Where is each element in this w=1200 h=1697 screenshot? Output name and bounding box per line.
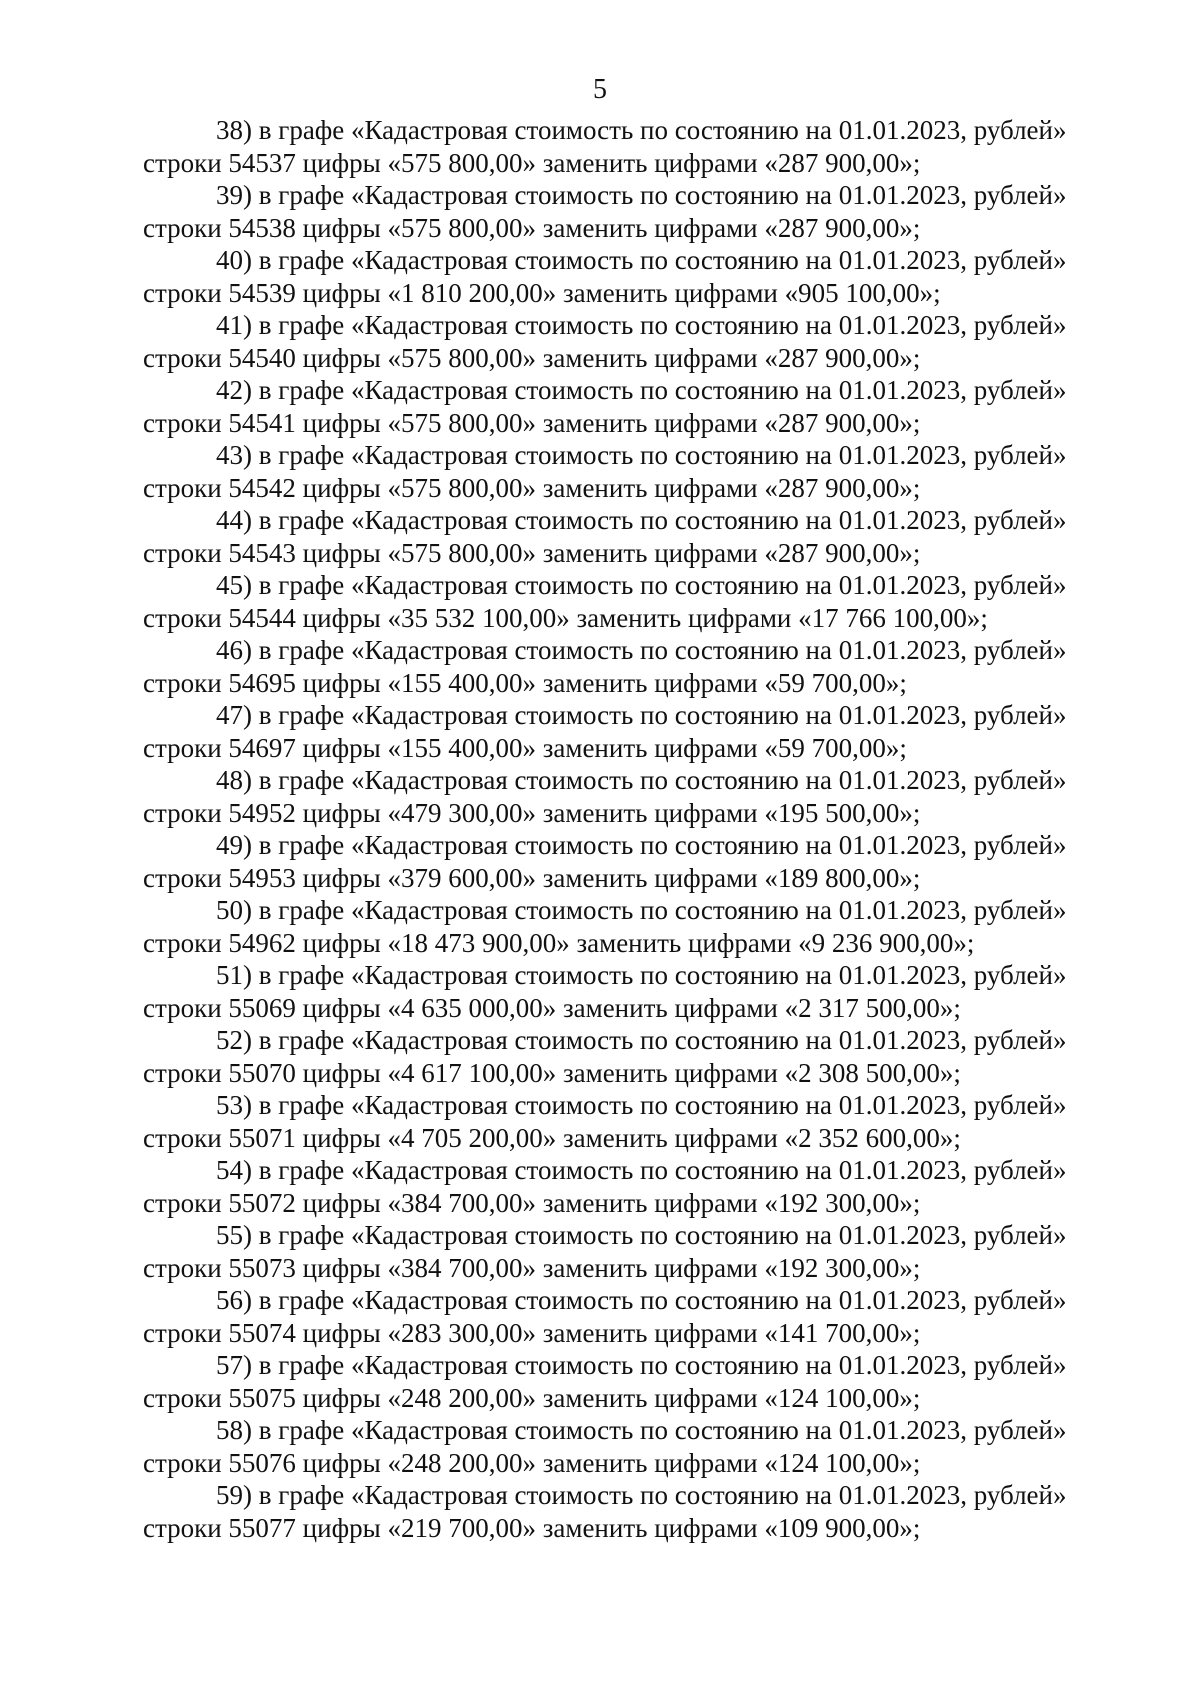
amendment-line-1: 39) в графе «Кадастровая стоимость по состоянию на 01.01.2023, рублей»: [216, 180, 1067, 210]
amendment-line-2: строки 55073 цифры «384 700,00» заменить цифрами «192 300,00»;: [143, 1252, 921, 1283]
amendment-line-2: строки 55071 цифры «4 705 200,00» заменить цифрами «2 352 600,00»;: [143, 1122, 961, 1153]
amendment-line-1: 47) в графе «Кадастровая стоимость по состоянию на 01.01.2023, рублей»: [216, 700, 1067, 730]
page-number: 5: [593, 74, 607, 105]
amendment-line-2: строки 54697 цифры «155 400,00» заменить цифрами «59 700,00»;: [143, 732, 907, 763]
amendment-item: [143, 894, 1123, 959]
amendment-line-1: 58) в графе «Кадастровая стоимость по состоянию на 01.01.2023, рублей»: [216, 1415, 1067, 1445]
amendment-line-1: 53) в графе «Кадастровая стоимость по состоянию на 01.01.2023, рублей»: [216, 1090, 1067, 1120]
amendment-line-2: строки 54953 цифры «379 600,00» заменить цифрами «189 800,00»;: [143, 862, 921, 893]
amendment-list: [143, 114, 1123, 1544]
amendment-line-2: строки 54543 цифры «575 800,00» заменить цифрами «287 900,00»;: [143, 537, 921, 568]
amendment-item: [143, 1089, 1123, 1154]
amendment-item: [143, 309, 1123, 374]
amendment-item: [143, 1479, 1123, 1544]
amendment-item: [143, 504, 1123, 569]
amendment-item: [143, 244, 1123, 309]
amendment-line-1: 52) в графе «Кадастровая стоимость по состоянию на 01.01.2023, рублей»: [216, 1025, 1067, 1055]
amendment-item: [143, 1414, 1123, 1479]
amendment-line-1: 57) в графе «Кадастровая стоимость по состоянию на 01.01.2023, рублей»: [216, 1350, 1067, 1380]
amendment-item: [143, 569, 1123, 634]
amendment-line-1: 40) в графе «Кадастровая стоимость по состоянию на 01.01.2023, рублей»: [216, 245, 1067, 275]
amendment-line-1: 45) в графе «Кадастровая стоимость по состоянию на 01.01.2023, рублей»: [216, 570, 1067, 600]
amendment-line-2: строки 54541 цифры «575 800,00» заменить цифрами «287 900,00»;: [143, 407, 921, 438]
amendment-item: [143, 1284, 1123, 1349]
amendment-item: [143, 699, 1123, 764]
amendment-line-2: строки 54544 цифры «35 532 100,00» заменить цифрами «17 766 100,00»;: [143, 602, 988, 633]
amendment-item: [143, 1219, 1123, 1284]
amendment-line-2: строки 55075 цифры «248 200,00» заменить цифрами «124 100,00»;: [143, 1382, 921, 1413]
amendment-line-2: строки 54542 цифры «575 800,00» заменить цифрами «287 900,00»;: [143, 472, 921, 503]
amendment-item: [143, 1154, 1123, 1219]
amendment-line-2: строки 54538 цифры «575 800,00» заменить цифрами «287 900,00»;: [143, 212, 921, 243]
amendment-item: [143, 634, 1123, 699]
amendment-line-1: 59) в графе «Кадастровая стоимость по состоянию на 01.01.2023, рублей»: [216, 1480, 1067, 1510]
amendment-line-1: 38) в графе «Кадастровая стоимость по состоянию на 01.01.2023, рублей»: [216, 115, 1067, 145]
amendment-item: [143, 829, 1123, 894]
amendment-line-2: строки 54962 цифры «18 473 900,00» заменить цифрами «9 236 900,00»;: [143, 927, 975, 958]
amendment-line-1: 48) в графе «Кадастровая стоимость по состоянию на 01.01.2023, рублей»: [216, 765, 1067, 795]
amendment-item: [143, 114, 1123, 179]
amendment-item: [143, 1024, 1123, 1089]
amendment-line-2: строки 54539 цифры «1 810 200,00» заменить цифрами «905 100,00»;: [143, 277, 941, 308]
amendment-line-1: 43) в графе «Кадастровая стоимость по состоянию на 01.01.2023, рублей»: [216, 440, 1067, 470]
amendment-line-2: строки 55069 цифры «4 635 000,00» заменить цифрами «2 317 500,00»;: [143, 992, 961, 1023]
amendment-line-1: 55) в графе «Кадастровая стоимость по состоянию на 01.01.2023, рублей»: [216, 1220, 1067, 1250]
amendment-item: [143, 959, 1123, 1024]
amendment-line-1: 49) в графе «Кадастровая стоимость по состоянию на 01.01.2023, рублей»: [216, 830, 1067, 860]
amendment-line-1: 54) в графе «Кадастровая стоимость по состоянию на 01.01.2023, рублей»: [216, 1155, 1067, 1185]
amendment-line-2: строки 55072 цифры «384 700,00» заменить цифрами «192 300,00»;: [143, 1187, 921, 1218]
amendment-line-2: строки 55074 цифры «283 300,00» заменить цифрами «141 700,00»;: [143, 1317, 921, 1348]
amendment-item: [143, 179, 1123, 244]
amendment-item: [143, 1349, 1123, 1414]
amendment-line-1: 42) в графе «Кадастровая стоимость по состоянию на 01.01.2023, рублей»: [216, 375, 1067, 405]
amendment-line-1: 56) в графе «Кадастровая стоимость по состоянию на 01.01.2023, рублей»: [216, 1285, 1067, 1315]
amendment-line-2: строки 55076 цифры «248 200,00» заменить цифрами «124 100,00»;: [143, 1447, 921, 1478]
amendment-item: [143, 764, 1123, 829]
amendment-line-1: 41) в графе «Кадастровая стоимость по состоянию на 01.01.2023, рублей»: [216, 310, 1067, 340]
amendment-line-2: строки 54540 цифры «575 800,00» заменить цифрами «287 900,00»;: [143, 342, 921, 373]
amendment-line-2: строки 54952 цифры «479 300,00» заменить цифрами «195 500,00»;: [143, 797, 921, 828]
amendment-item: [143, 439, 1123, 504]
amendment-item: [143, 374, 1123, 439]
amendment-line-2: строки 55070 цифры «4 617 100,00» заменить цифрами «2 308 500,00»;: [143, 1057, 961, 1088]
amendment-line-2: строки 54695 цифры «155 400,00» заменить цифрами «59 700,00»;: [143, 667, 907, 698]
amendment-line-2: строки 54537 цифры «575 800,00» заменить цифрами «287 900,00»;: [143, 147, 921, 178]
amendment-line-2: строки 55077 цифры «219 700,00» заменить цифрами «109 900,00»;: [143, 1512, 921, 1543]
amendment-line-1: 44) в графе «Кадастровая стоимость по состоянию на 01.01.2023, рублей»: [216, 505, 1067, 535]
amendment-line-1: 50) в графе «Кадастровая стоимость по состоянию на 01.01.2023, рублей»: [216, 895, 1067, 925]
amendment-line-1: 46) в графе «Кадастровая стоимость по состоянию на 01.01.2023, рублей»: [216, 635, 1067, 665]
amendment-line-1: 51) в графе «Кадастровая стоимость по состоянию на 01.01.2023, рублей»: [216, 960, 1067, 990]
